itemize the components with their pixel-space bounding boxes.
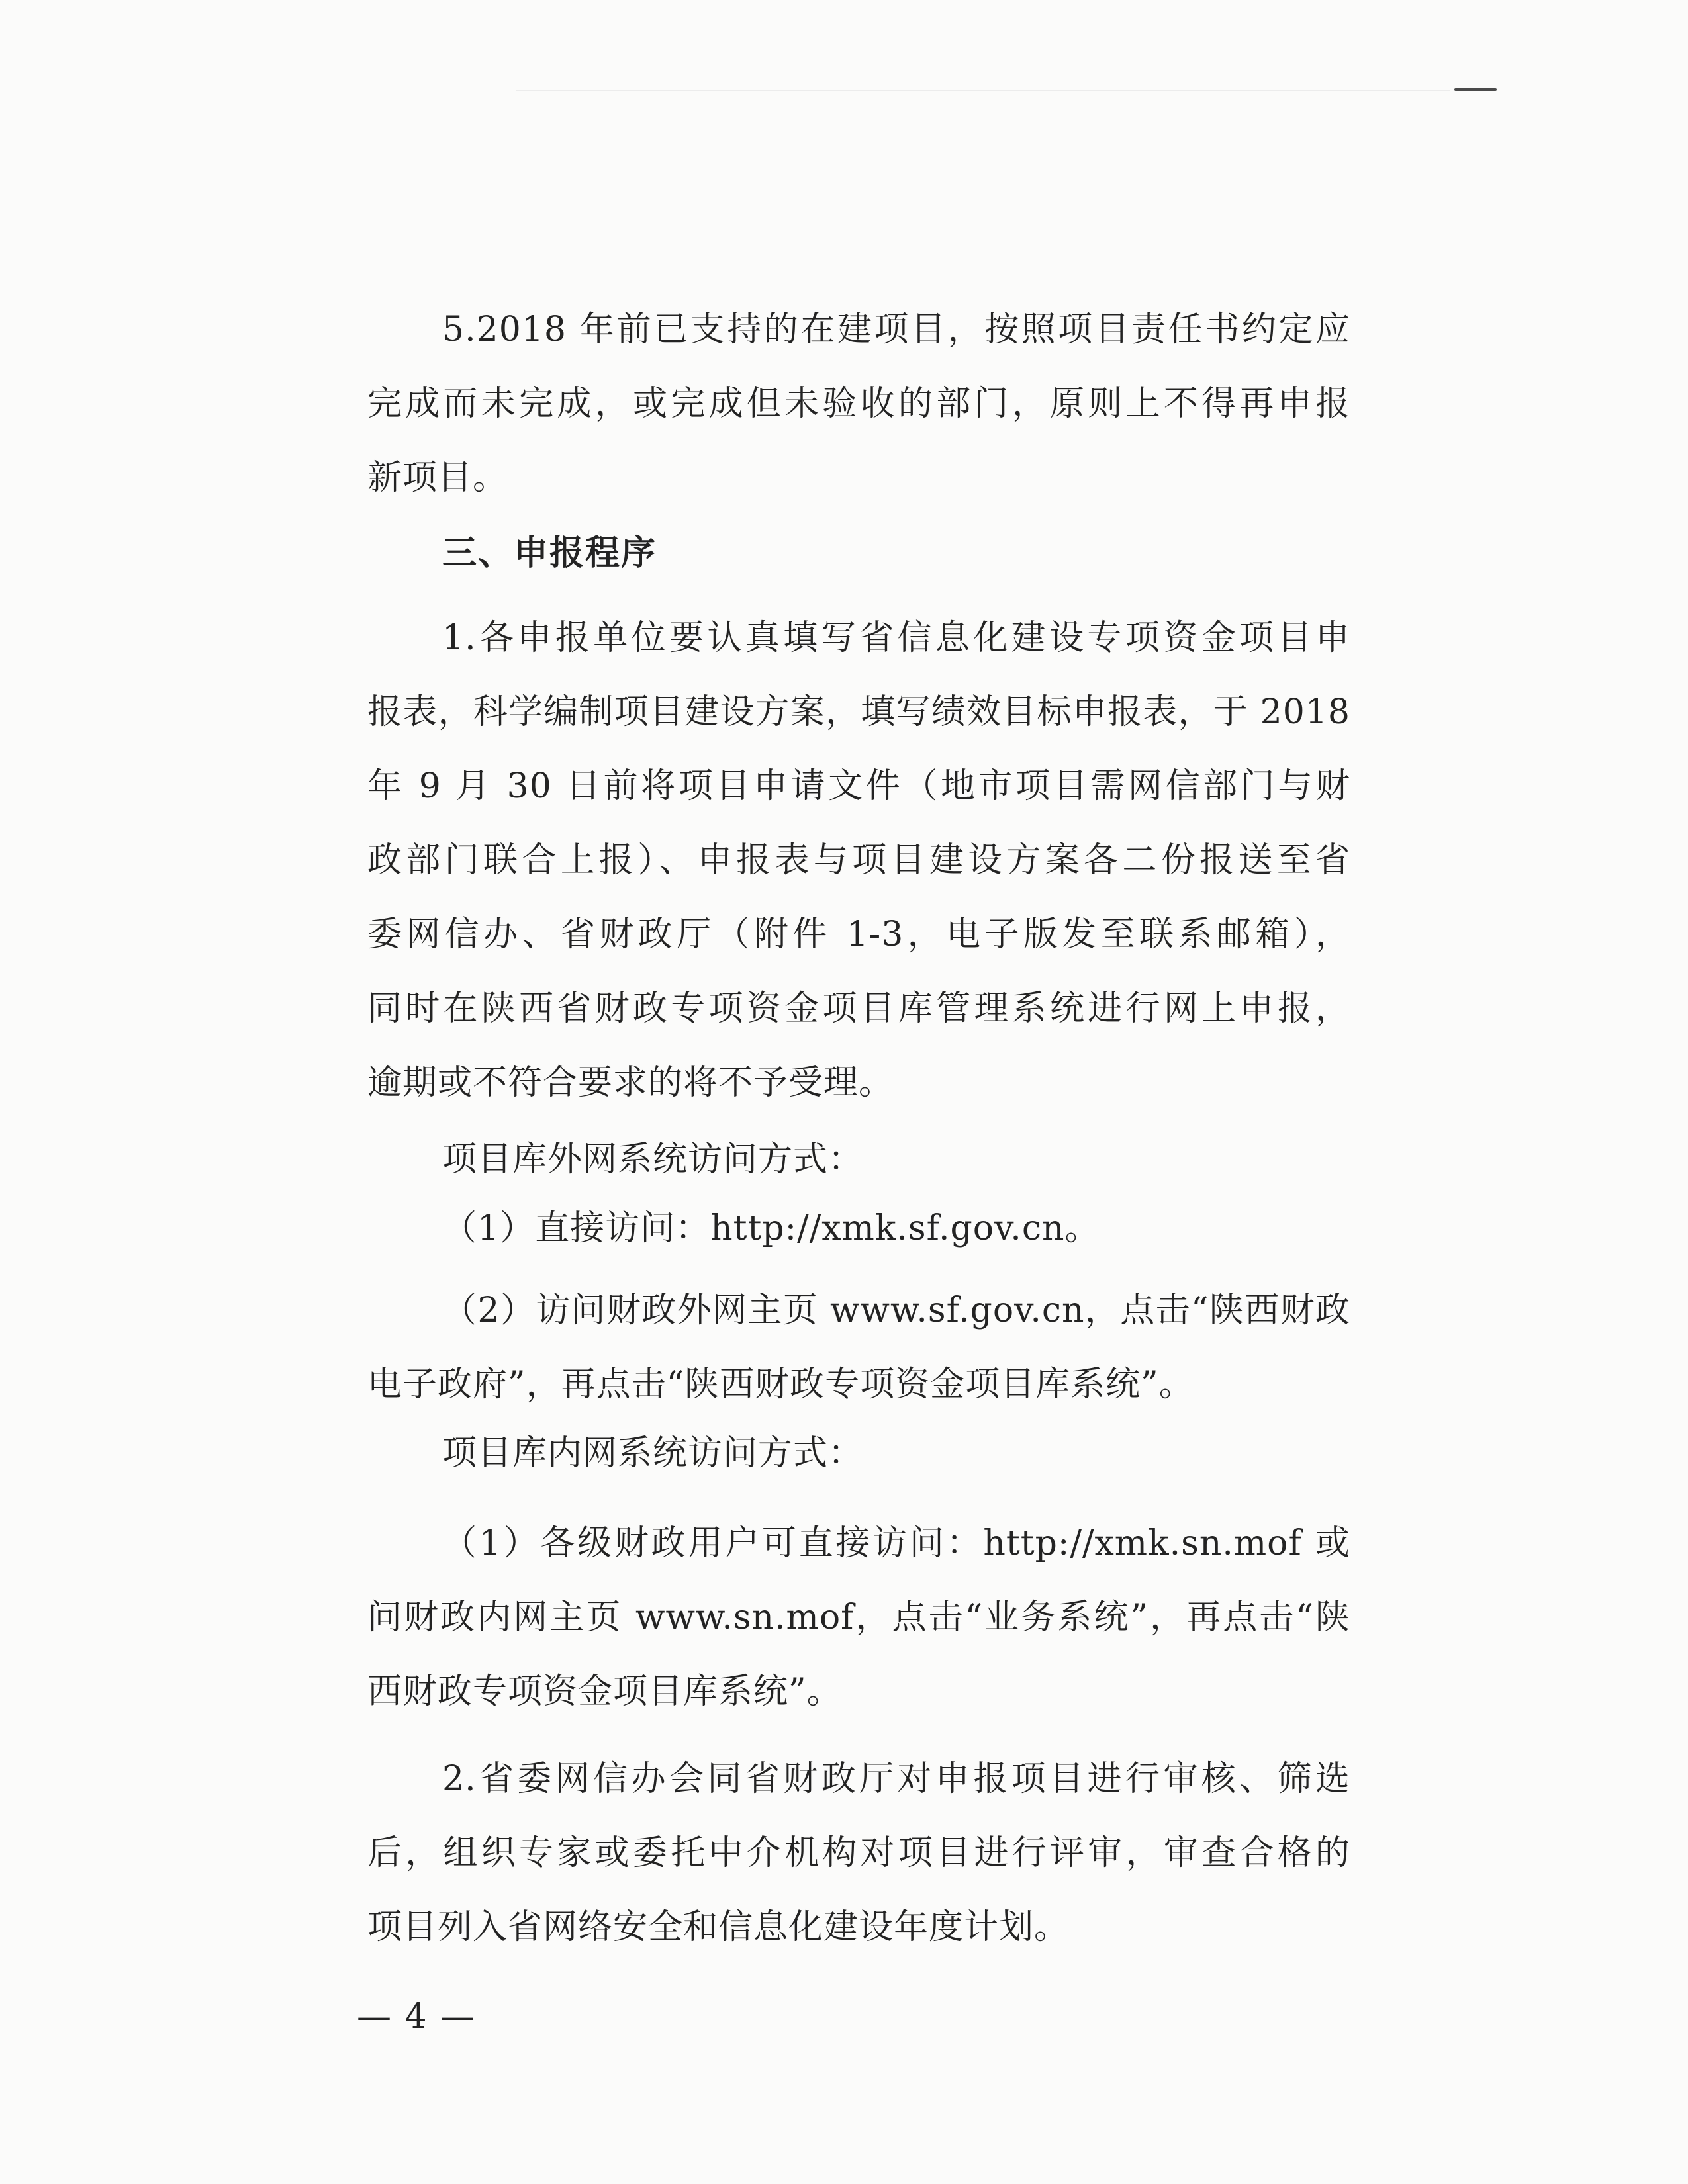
- text-line: （2）访问财政外网主页 www.sf.gov.cn，点击“陕西财政: [442, 1291, 1350, 1330]
- text-line: 项目库内网系统访问方式：: [442, 1433, 864, 1473]
- paragraph-extranet-access-title: [367, 1122, 1350, 1197]
- paragraph-extranet-access-1: [367, 1191, 1350, 1265]
- text-line: 报表，科学编制项目建设方案，填写绩效目标申报表，于 2018: [367, 692, 1350, 732]
- text-line: 新项目。: [367, 458, 508, 498]
- text-line: 西财政专项资金项目库系统”。: [367, 1672, 842, 1711]
- section-heading-text: 三、申报程序: [442, 533, 657, 573]
- text-line: 委网信办、省财政厅（附件 1-3，电子版发至联系邮箱），: [367, 915, 1350, 954]
- text-line: 2.省委网信办会同省财政厅对申报项目进行审核、筛选: [442, 1759, 1350, 1799]
- paragraph-item-5: [367, 293, 1350, 515]
- text-line: 问财政内网主页 www.sn.mof，点击“业务系统”，再点击“陕: [367, 1598, 1350, 1637]
- scan-artifact-mark: [1454, 88, 1497, 91]
- scan-artifact-band: [516, 90, 1450, 91]
- paragraph-intranet-access-title: [367, 1416, 1350, 1490]
- text-line: （1）各级财政用户可直接访问：http://xmk.sn.mof 或: [442, 1524, 1350, 1563]
- text-line: 年 9 月 30 日前将项目申请文件（地市项目需网信部门与财: [367, 766, 1350, 806]
- text-line: 5.2018 年前已支持的在建项目，按照项目责任书约定应: [442, 310, 1350, 349]
- text-line: 政部门联合上报）、申报表与项目建设方案各二份报送至省: [367, 841, 1350, 880]
- text-line: 电子政府”，再点击“陕西财政专项资金项目库系统”。: [367, 1365, 1194, 1404]
- paragraph-procedure-2: [367, 1742, 1350, 1964]
- text-line: 项目列入省网络安全和信息化建设年度计划。: [367, 1907, 1070, 1947]
- paragraph-intranet-access-1: [367, 1506, 1350, 1729]
- text-line: （1）直接访问：http://xmk.sf.gov.cn。: [442, 1208, 1100, 1248]
- document-body: [367, 293, 1350, 1964]
- text-line: 完成而未完成，或完成但未验收的部门，原则上不得再申报: [367, 384, 1350, 424]
- section-heading: [367, 516, 1350, 590]
- page-number: — 4 —: [357, 1997, 477, 2036]
- text-line: 1.各申报单位要认真填写省信息化建设专项资金项目申: [442, 618, 1350, 658]
- text-line: 项目库外网系统访问方式：: [442, 1140, 864, 1179]
- text-line: 后，组织专家或委托中介机构对项目进行评审，审查合格的: [367, 1833, 1350, 1873]
- paragraph-extranet-access-2: [367, 1273, 1350, 1422]
- text-line: 同时在陕西省财政专项资金项目库管理系统进行网上申报，: [367, 989, 1350, 1028]
- text-line: 逾期或不符合要求的将不予受理。: [367, 1063, 894, 1103]
- paragraph-procedure-1: [367, 601, 1350, 1120]
